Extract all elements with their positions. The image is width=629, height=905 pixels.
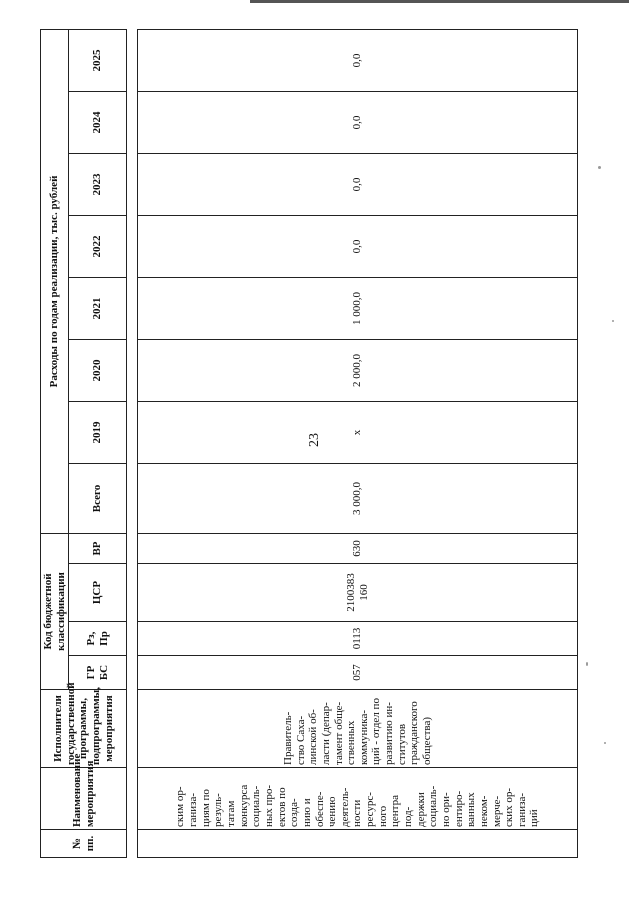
cell-2019: x xyxy=(138,402,578,464)
header-gap xyxy=(127,29,138,857)
header-vr: ВР xyxy=(69,534,127,564)
header-year-2022: 2022 xyxy=(69,216,127,278)
scan-speck xyxy=(604,742,606,744)
page-number: 23 xyxy=(307,433,322,447)
header-year-2019: 2019 xyxy=(69,402,127,464)
header-name: Наименование мероприятия xyxy=(41,768,127,830)
scan-edge-line xyxy=(250,0,629,3)
header-total: Всего xyxy=(69,464,127,534)
cell-2025: 0,0 xyxy=(138,29,578,91)
header-executors: Исполнители государственной программы, подпрограммы, мероприятия xyxy=(41,690,127,768)
header-rzpr: Рз, Пр xyxy=(69,622,127,656)
budget-table-rotated xyxy=(40,29,600,858)
header-num: № пп. xyxy=(41,830,127,858)
cell-grbs: 057 xyxy=(138,656,578,690)
cell-csr: 2100383 160 xyxy=(138,564,578,622)
scan-speck xyxy=(598,166,601,169)
header-expenses: Расходы по годам реализации, тыс. рублей xyxy=(41,29,69,533)
header-grbs: ГР БС xyxy=(69,656,127,690)
table-row xyxy=(138,29,578,857)
cell-num xyxy=(138,830,578,858)
scan-speck xyxy=(612,320,614,322)
scan-speck xyxy=(586,662,588,666)
cell-executor: Правитель- ство Саха- линской об- ласти (депар- тамент обще- ственных коммуника- ций - отдел по развитию ин- ститутов гражданского общества) xyxy=(138,690,578,768)
header-csr: ЦСР xyxy=(69,564,127,622)
cell-total: 3 000,0 xyxy=(138,464,578,534)
cell-2023: 0,0 xyxy=(138,154,578,216)
header-year-2025: 2025 xyxy=(69,29,127,91)
header-row-1 xyxy=(41,29,69,857)
cell-rzpr: 0113 xyxy=(138,622,578,656)
cell-2021: 1 000,0 xyxy=(138,278,578,340)
header-year-2023: 2023 xyxy=(69,154,127,216)
header-year-2020: 2020 xyxy=(69,340,127,402)
cell-2020: 2 000,0 xyxy=(138,340,578,402)
header-kbk: Код бюджетной классификации xyxy=(41,534,69,690)
header-year-2021: 2021 xyxy=(69,278,127,340)
budget-table xyxy=(40,29,578,858)
cell-name: ским ор- ганиза- циям по резуль- татам конкурса социаль- ных про- ектов по созда- нию и обеспе- чению деятель- ности ресурс- ного центра под- держки социаль- но ори- ентиро- ванных неком- мерче- ских ор- ганиза- ций xyxy=(138,768,578,830)
cell-vr: 630 xyxy=(138,534,578,564)
header-year-2024: 2024 xyxy=(69,92,127,154)
cell-2022: 0,0 xyxy=(138,216,578,278)
cell-2024: 0,0 xyxy=(138,92,578,154)
